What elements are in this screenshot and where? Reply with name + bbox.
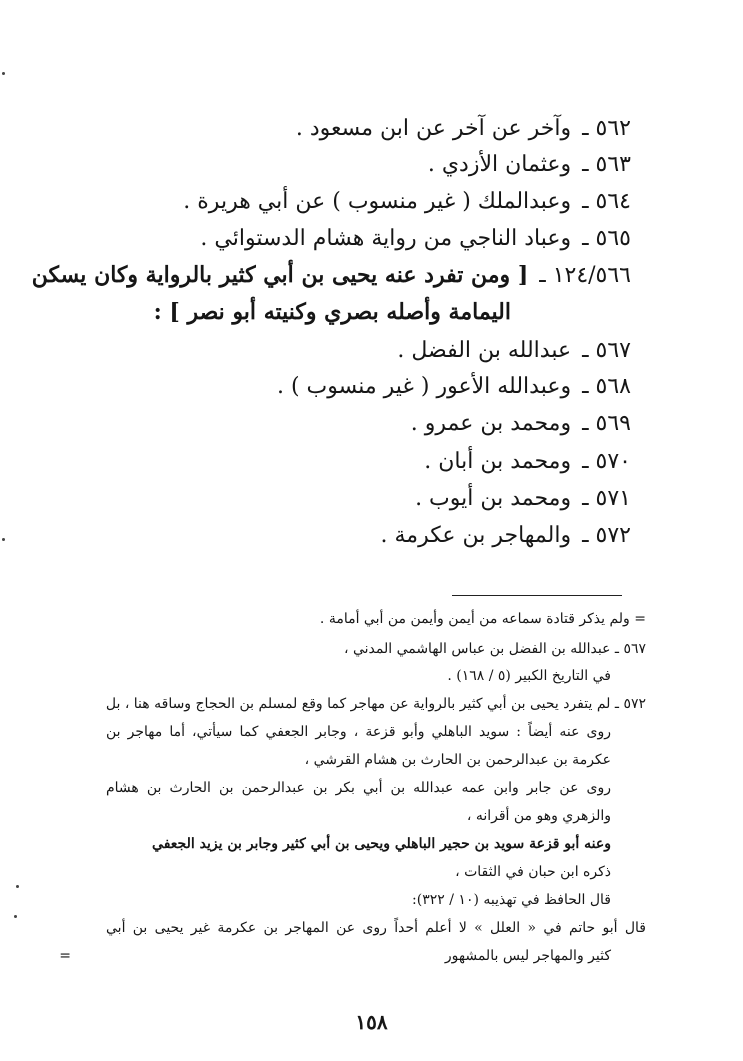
footnote-line: قال الحافظ في تهذيبه (١٠ / ٣٢٢): bbox=[412, 892, 611, 908]
entry-564 bbox=[71, 185, 631, 219]
section-heading-continuation: اليمامة وأصله بصري وكنيته أبو نصر ] : bbox=[153, 299, 511, 325]
footnote-line: روى عنه أيضاً : سويد الباهلي وأبو قزعة ، وجابر الجعفي كما سيأتي، أما مهاجر بن bbox=[106, 724, 611, 740]
entry-number: ١٢٤/٥٦٦ ـ bbox=[539, 263, 631, 288]
entry-number: ٥٧٠ ـ bbox=[582, 449, 631, 474]
footnote-line: والزهري وهو من أقرانه ، bbox=[466, 808, 611, 824]
entry-number: ٥٦٤ ـ bbox=[582, 189, 631, 214]
scan-speck bbox=[2, 72, 5, 75]
entry-text: ومحمد بن أبان . bbox=[424, 449, 572, 474]
entry-number: ٥٦٥ ـ bbox=[582, 226, 631, 251]
scan-speck bbox=[2, 538, 5, 541]
footnote-line: قال أبو حاتم في « العلل » لا أعلم أحداً روى عن المهاجر بن عكرمة غير يحيى بن أبي bbox=[106, 920, 646, 936]
entry-text: ومحمد بن أيوب . bbox=[415, 486, 572, 511]
entry-568 bbox=[71, 370, 631, 404]
footnote-line: عكرمة بن عبدالرحمن بن الحارث بن هشام القرشي ، bbox=[304, 752, 611, 768]
entry-570 bbox=[71, 445, 631, 479]
entry-number: ٥٧١ ـ bbox=[582, 486, 631, 511]
page-number: ١٥٨ bbox=[355, 1010, 388, 1034]
entry-572 bbox=[71, 519, 631, 553]
footnote-line: ٥٧٢ ـ لم يتفرد يحيى بن أبي كثير بالرواية عن مهاجر كما وقع لمسلم بن الحجاج وساقه هنا ، بل bbox=[105, 696, 646, 712]
entry-number: ٥٦٨ ـ bbox=[582, 374, 631, 399]
entry-text: ومحمد بن عمرو . bbox=[410, 411, 572, 436]
entry-562 bbox=[71, 112, 631, 146]
entry-565 bbox=[71, 222, 631, 256]
entry-text: وعبدالملك ( غير منسوب ) عن أبي هريرة . bbox=[183, 189, 572, 214]
footnote-line: ٥٦٧ ـ عبدالله بن الفضل بن عباس الهاشمي المدني ، bbox=[343, 641, 646, 657]
entry-567 bbox=[71, 334, 631, 368]
entry-text: وعبدالله الأعور ( غير منسوب ) . bbox=[276, 374, 572, 399]
footnote-divider bbox=[452, 595, 622, 596]
entry-number: ٥٦٢ ـ bbox=[582, 116, 631, 141]
entry-text: وآخر عن آخر عن ابن مسعود . bbox=[295, 116, 572, 141]
entry-number: ٥٦٣ ـ bbox=[582, 152, 631, 177]
scan-speck bbox=[16, 885, 19, 888]
entry-571 bbox=[71, 482, 631, 516]
footnote-line: في التاريخ الكبير (٥ / ١٦٨) . bbox=[447, 668, 611, 684]
entry-563 bbox=[71, 148, 631, 182]
entry-number: ٥٦٩ ـ bbox=[582, 411, 631, 436]
entry-566-heading-continuation bbox=[0, 295, 511, 330]
entry-566-heading bbox=[31, 258, 631, 293]
entry-number: ٥٧٢ ـ bbox=[582, 523, 631, 548]
entry-569 bbox=[71, 407, 631, 441]
section-heading-text: [ ومن تفرد عنه يحيى بن أبي كثير بالرواية وكان يسكن bbox=[31, 262, 529, 288]
entry-text: والمهاجر بن عكرمة . bbox=[380, 523, 572, 548]
entry-text: عبدالله بن الفضل . bbox=[397, 338, 572, 363]
footnote-continuation-mark: = bbox=[59, 948, 71, 964]
footnote-line: روى عن جابر وابن عمه عبدالله بن أبي بكر بن عبدالرحمن بن الحارث بن هشام bbox=[106, 780, 611, 796]
scan-speck bbox=[14, 915, 17, 918]
footnote-line: ذكره ابن حبان في الثقات ، bbox=[455, 864, 611, 880]
footnote-line: كثير والمهاجر ليس بالمشهور bbox=[444, 948, 611, 964]
entry-text: وعثمان الأزدي . bbox=[427, 152, 572, 177]
footnote-line: وعنه أبو قزعة سويد بن حجير الباهلي ويحيى بن أبي كثير وجابر بن يزيد الجعفي bbox=[152, 836, 611, 852]
entry-text: وعباد الناجي من رواية هشام الدستوائي . bbox=[200, 226, 572, 251]
entry-number: ٥٦٧ ـ bbox=[582, 338, 631, 363]
footnote-line: = ولم يذكر قتادة سماعه من أيمن وأيمن من أبي أمامة . bbox=[319, 611, 646, 627]
